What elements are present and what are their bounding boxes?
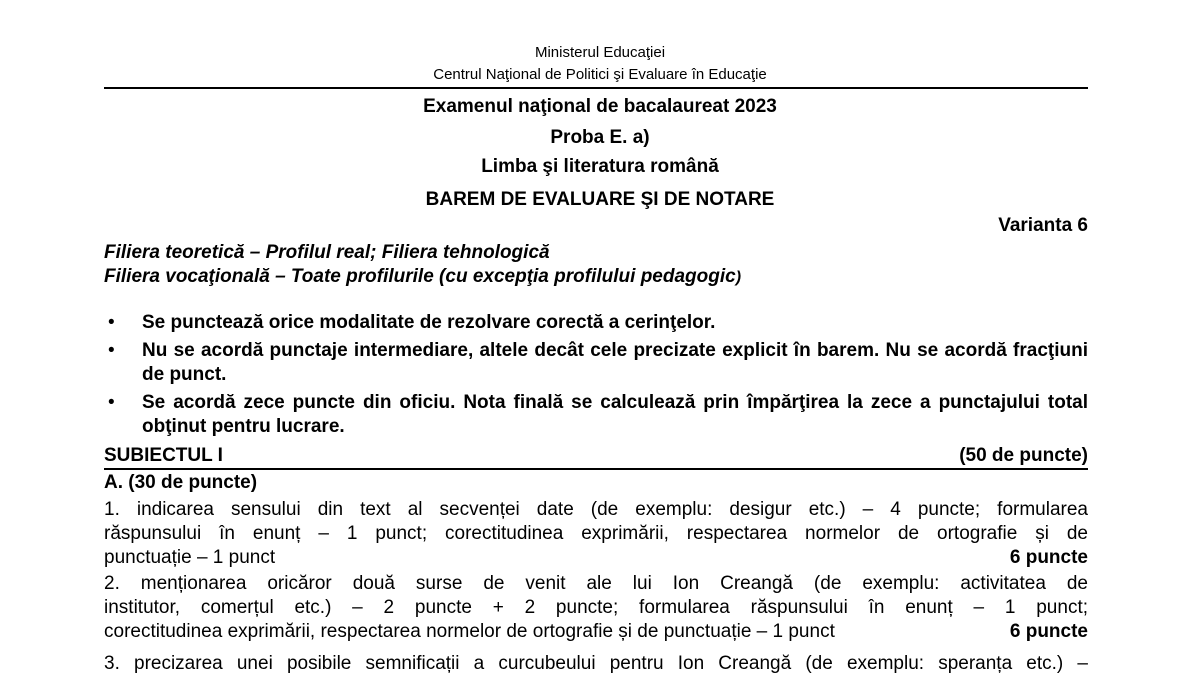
rule-item: [104, 339, 1088, 387]
exam-title: Examenul naţional de bacalaureat 2023: [423, 96, 777, 117]
section-points: (50 de puncte): [959, 445, 1088, 466]
item-1-line-2: răspunsului în enunț – 1 punct; corectitudinea exprimării, respectarea normelor de ortografie și de: [104, 523, 1088, 544]
section-divider: [104, 468, 1088, 470]
item-2-points: 6 puncte: [1009, 621, 1088, 642]
item-2-line-1: 2. menționarea oricăror două surse de venit ale lui Ion Creangă (de exemplu: activitatea de: [104, 573, 1088, 594]
bullet-icon: •: [108, 340, 115, 361]
rule-item: [104, 391, 1088, 439]
rule-text: Nu se acordă punctaje intermediare, altele decât cele precizate explicit în barem. Nu se acordă fracţiuni de punct.: [142, 340, 1088, 385]
header-divider: [104, 87, 1088, 89]
subject-title: Limba şi literatura română: [481, 156, 719, 177]
rule-text: Se punctează orice modalitate de rezolvare corectă a cerinţelor.: [142, 312, 716, 333]
item-1-line-3: [104, 546, 1088, 570]
item-2: [104, 572, 1088, 644]
item-3: [104, 652, 1088, 675]
item-1-line-1: 1. indicarea sensului din text al secvenței date (de exemplu: desigur etc.) – 4 puncte; formularea: [104, 499, 1088, 520]
filiera-line-1: Filiera teoretică – Profilul real; Filiera tehnologică: [104, 242, 550, 263]
section-name: SUBIECTUL I: [104, 445, 223, 466]
filiera-line-2-paren: ): [735, 269, 742, 286]
bullet-icon: •: [108, 392, 115, 413]
filiera-line-2-text: Filiera vocaţională – Toate profilurile (cu excepţia profilului pedagogic: [104, 266, 736, 287]
rule-item: [104, 311, 1088, 335]
ministry-name: Ministerul Educaţiei: [534, 44, 666, 61]
item-2-line-3-text: corectitudinea exprimării, respectarea normelor de ortografie și de punctuație – 1 punct: [104, 621, 835, 642]
item-1: [104, 498, 1088, 570]
center-name: Centrul Naţional de Politici şi Evaluare în Educaţie: [433, 66, 767, 83]
bullet-icon: •: [108, 312, 115, 333]
item-1-line-3-text: punctuație – 1 punct: [104, 547, 276, 568]
variant-label: Varianta 6: [998, 215, 1088, 236]
item-1-points: 6 puncte: [1009, 547, 1088, 568]
item-2-line-2: institutor, comerțul etc.) – 2 puncte + 2 puncte; formularea răspunsului în enunț – 1 punct;: [104, 597, 1088, 618]
part-a-heading: A. (30 de puncte): [104, 472, 258, 493]
rule-text: Se acordă zece puncte din oficiu. Nota finală se calculează prin împărţirea la zece a punctajului total obţinut pentru lucrare.: [142, 392, 1088, 437]
item-3-line-1: 3. precizarea unei posibile semnificații a curcubeului pentru Ion Creangă (de exemplu: speranța etc.) –: [104, 653, 1088, 674]
item-2-line-3: [104, 620, 1088, 644]
filiera-line-2: [104, 266, 741, 288]
rules-list: [104, 311, 1088, 443]
barem-title: BAREM DE EVALUARE ŞI DE NOTARE: [425, 189, 775, 210]
proba-title: Proba E. a): [550, 127, 650, 148]
